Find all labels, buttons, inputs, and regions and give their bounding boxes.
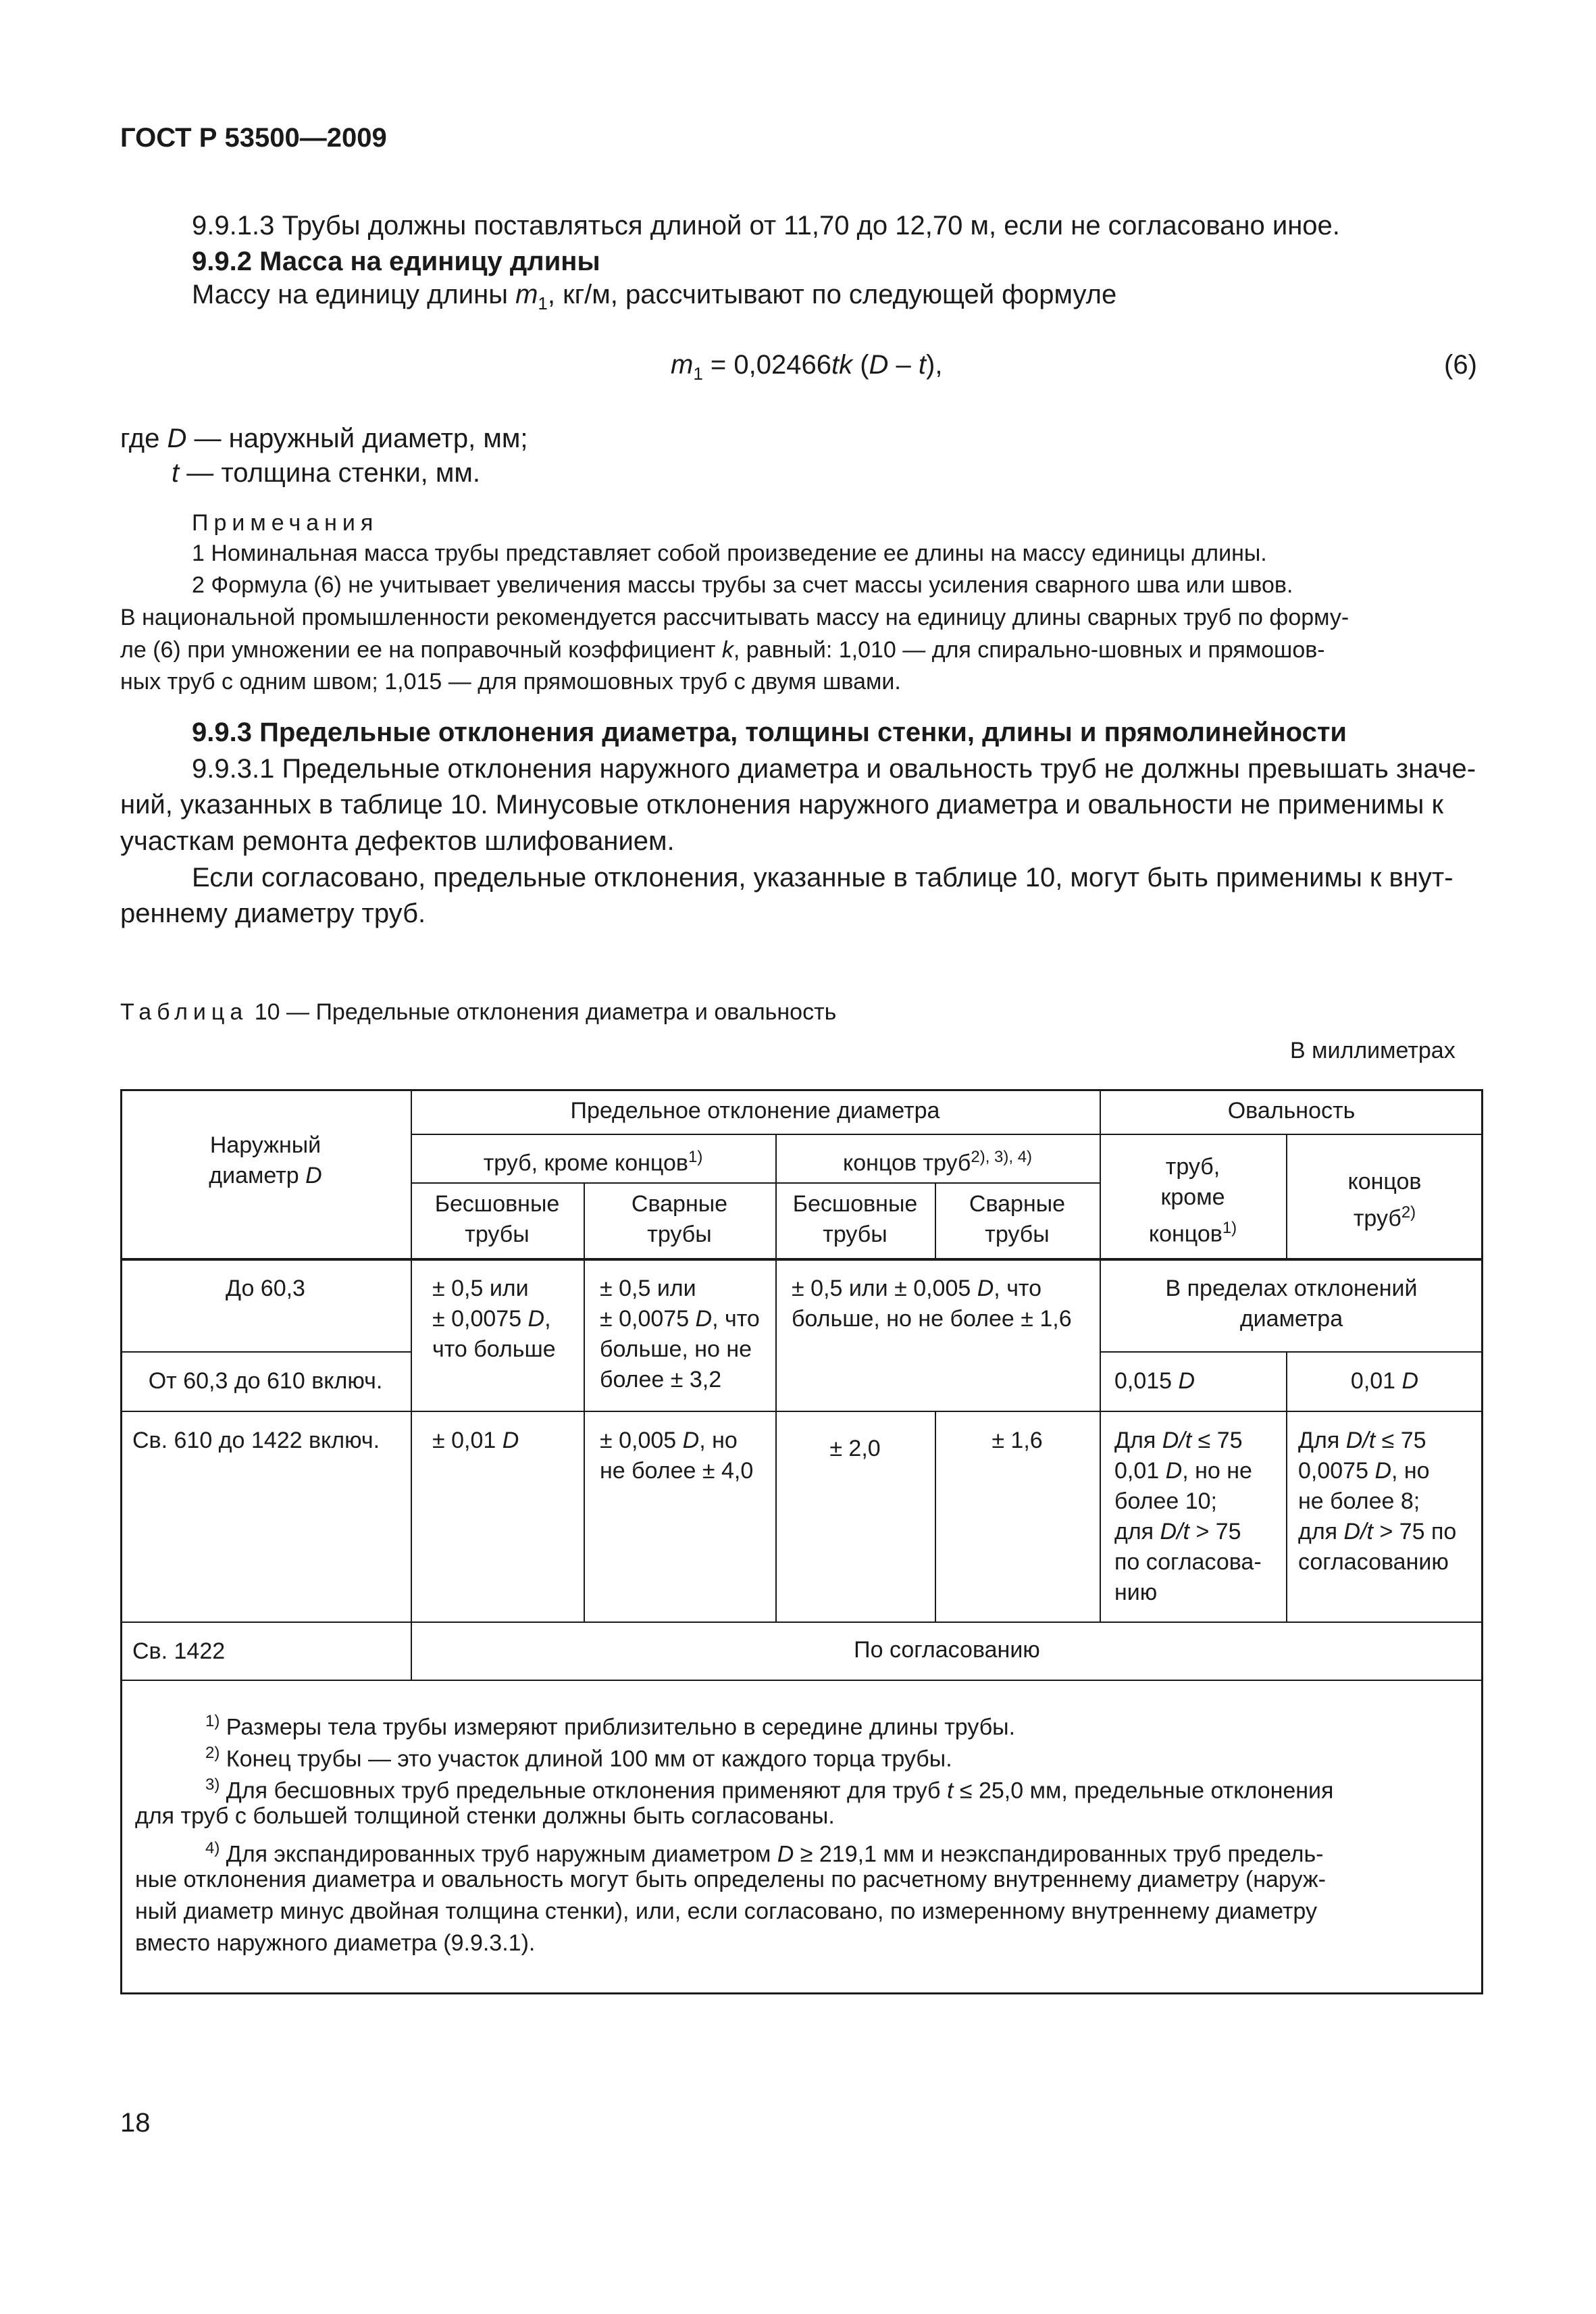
- footnote-4-line-1: $^{4)}$ Для экспандированных труб наружным диаметром D ≥ 219,1 мм и неэкспандированных труб предель-: [205, 1839, 1324, 1867]
- col-header-welded: Сварные трубы: [631, 1191, 728, 1247]
- footnote-1: $^{1)}$ Размеры тела трубы измеряют приблизительно в середине длины трубы.: [205, 1712, 1016, 1740]
- cell-seamless-610-to-1422: ± 0,01 D: [432, 1428, 519, 1453]
- col-header-diameter-deviation: Предельное отклонение диаметра: [570, 1098, 940, 1124]
- cell-ovality-ends-60-3-to-610: 0,01 D: [1350, 1368, 1419, 1394]
- row-60-3-to-610: От 60,3 до 610 включ.: [148, 1368, 383, 1394]
- table-rule: [120, 1621, 1483, 1623]
- table-rule: [120, 1351, 411, 1353]
- footnote-4-line-4: вместо наружного диаметра (9.9.3.1).: [135, 1930, 536, 1956]
- note-2-line-3: ле (6) при умножении ее на поправочный коэффициент k, равный: 1,010 — для спирально-шовных и прямошов-: [120, 637, 1325, 663]
- row-over-1422: Св. 1422: [132, 1638, 226, 1664]
- footnote-4-line-3: ный диаметр минус двойная толщина стенки), или, если согласовано, по измеренному внутреннему диаметру: [135, 1898, 1317, 1924]
- clause-9-9-3-1-line-2: ний, указанных в таблице 10. Минусовые отклонения наружного диаметра и овальности не применимы к: [120, 790, 1444, 820]
- col-header-ovality-pipes: труб, кроме концов$^{1)}$: [1148, 1154, 1237, 1247]
- cell-ovality-pipes-60-3-to-610: 0,015 D: [1114, 1368, 1195, 1394]
- heading-9-9-3: 9.9.3 Предельные отклонения диаметра, толщины стенки, длины и прямолинейности: [192, 718, 1347, 747]
- cell-ovality-up-to-60-3: В пределах отклонений диаметра: [1165, 1276, 1418, 1332]
- cell-ends-up-to-610: ± 0,5 или ± 0,005 D, что больше, но не более ± 1,6: [792, 1276, 1072, 1332]
- clause-9-9-3-1-line-3: участкам ремонта дефектов шлифованием.: [120, 826, 675, 856]
- note-2-line-1: 2 Формула (6) не учитывает увеличения массы трубы за счет массы усиления сварного шва или швов.: [192, 572, 1293, 598]
- col-header-seamless: Бесшовные трубы: [434, 1191, 560, 1247]
- cell-by-agreement: По согласованию: [854, 1637, 1040, 1663]
- cell-ovality-ends-610-to-1422: Для D/t ≤ 75 0,0075 D, но не более 8; для D/t > 75 по согласованию: [1298, 1428, 1457, 1575]
- footnote-2: $^{2)}$ Конец трубы — это участок длиной 100 мм от каждого торца трубы.: [205, 1744, 952, 1772]
- inner-diameter-line-1: Если согласовано, предельные отклонения, указанные в таблице 10, могут быть применимы к внут-: [192, 863, 1453, 892]
- row-up-to-60-3: До 60,3: [226, 1276, 305, 1301]
- table-head-rule: [120, 1258, 1483, 1261]
- col-header-pipes-except-ends: труб, кроме концов$^{1)}$: [483, 1148, 703, 1176]
- note-1: 1 Номинальная масса трубы представляет собой произведение ее длины на массу единицы длины.: [192, 540, 1267, 566]
- table-caption: Таблица 10 — Предельные отклонения диаметра и овальность: [120, 999, 837, 1025]
- footnote-3-line-1: $^{3)}$ Для бесшовных труб предельные отклонения применяют для труб t ≤ 25,0 мм, предельные отклонения: [205, 1776, 1334, 1804]
- where-line-1: где D — наружный диаметр, мм;: [120, 424, 528, 453]
- col-header-pipe-ends: концов труб$^{2), 3), 4)}$: [842, 1148, 1033, 1176]
- page-number: 18: [120, 2108, 151, 2138]
- note-2-line-2: В национальной промышленности рекомендуется рассчитывать массу на единицу длины сварных труб по форму-: [120, 605, 1349, 630]
- table-rule: [120, 1680, 1483, 1681]
- clause-9-9-1-3: 9.9.1.3 Трубы должны поставляться длиной от 11,70 до 12,70 м, если не согласовано иное.: [192, 211, 1340, 241]
- footnote-3-line-2: для труб с большей толщиной стенки должны быть согласованы.: [135, 1803, 835, 1829]
- cell-seamless-up-to-610: ± 0,5 или ± 0,0075 D, что больше: [432, 1276, 556, 1362]
- mass-intro: Массу на единицу длины $m_1$, кг/м, рассчитывают по следующей формуле: [192, 280, 1117, 313]
- cell-ends-welded-610-to-1422: ± 1,6: [992, 1428, 1043, 1453]
- cell-welded-up-to-610: ± 0,5 или ± 0,0075 D, что больше, но не более ± 3,2: [600, 1276, 760, 1392]
- cell-ends-seamless-610-to-1422: ± 2,0: [829, 1436, 881, 1461]
- row-610-to-1422: Св. 610 до 1422 включ.: [132, 1428, 380, 1453]
- document-header: ГОСТ Р 53500—2009: [120, 123, 387, 153]
- inner-diameter-line-2: реннему диаметру труб.: [120, 899, 426, 928]
- heading-9-9-2: 9.9.2 Масса на единицу длины: [192, 247, 600, 276]
- cell-welded-610-to-1422: ± 0,005 D, но не более ± 4,0: [600, 1428, 754, 1484]
- table-rule: [120, 1411, 1483, 1412]
- where-line-2: t — толщина стенки, мм.: [172, 458, 481, 488]
- formula-number: (6): [1444, 350, 1477, 380]
- table-rule: [1100, 1351, 1483, 1353]
- clause-9-9-3-1-line-1: 9.9.3.1 Предельные отклонения наружного диаметра и овальность труб не должны превышать значе-: [192, 754, 1476, 784]
- footnote-4-line-2: ные отклонения диаметра и овальность могут быть определены по расчетному внутреннему диаметру (наруж-: [135, 1867, 1326, 1892]
- table-rule: [411, 1134, 1483, 1135]
- col-header-ovality-ends: концов труб$^{2)}$: [1347, 1169, 1422, 1232]
- table-units: В миллиметрах: [1290, 1038, 1456, 1063]
- col-header-ends-seamless: Бесшовные трубы: [792, 1191, 918, 1247]
- notes-title: Примечания: [192, 510, 379, 536]
- col-header-ovality: Овальность: [1227, 1098, 1356, 1124]
- note-2-line-4: ных труб с одним швом; 1,015 — для прямошовных труб с двумя швами.: [120, 669, 901, 695]
- col-header-outer-diameter: Наружный диаметр D: [209, 1132, 322, 1188]
- table-rule: [411, 1182, 1100, 1184]
- cell-ovality-pipes-610-to-1422: Для D/t ≤ 75 0,01 D, но не более 10; для D/t > 75 по согласова- нию: [1114, 1428, 1262, 1605]
- formula-6: $m_1 = 0,02466tk$ (D – t),: [671, 350, 943, 384]
- col-header-ends-welded: Сварные трубы: [969, 1191, 1066, 1247]
